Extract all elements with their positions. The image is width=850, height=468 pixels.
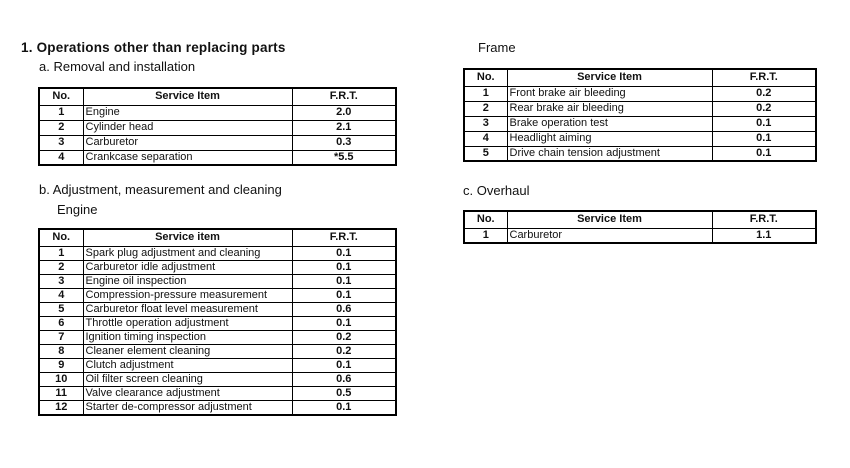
table-row: [39, 330, 396, 344]
frt-value: 0.1: [292, 246, 396, 260]
table-row: [39, 302, 396, 316]
column-header-frt: F.R.T.: [712, 69, 816, 86]
service-item: Front brake air bleeding: [507, 86, 712, 101]
service-item: Cylinder head: [83, 120, 292, 135]
table-row: [464, 101, 816, 116]
table-header-row: [464, 69, 816, 86]
table-row: [39, 372, 396, 386]
service-item: Throttle operation adjustment: [83, 316, 292, 330]
service-item: Oil filter screen cleaning: [83, 372, 292, 386]
table-row: [39, 344, 396, 358]
table-row: [39, 120, 396, 135]
frt-value: 0.1: [292, 260, 396, 274]
service-item: Engine oil inspection: [83, 274, 292, 288]
column-header-no: No.: [464, 69, 507, 86]
column-header-item: Service Item: [83, 88, 292, 105]
row-number: 1: [39, 105, 83, 120]
row-number: 11: [39, 386, 83, 400]
table-row: [464, 146, 816, 161]
engine-group-label: Engine: [57, 202, 98, 217]
row-number: 1: [464, 86, 507, 101]
column-header-no: No.: [39, 229, 83, 246]
column-header-item: Service Item: [507, 211, 712, 228]
service-item: Drive chain tension adjustment: [507, 146, 712, 161]
table-row: [464, 86, 816, 101]
service-item: Brake operation test: [507, 116, 712, 131]
table-row: [464, 116, 816, 131]
frt-value: 1.1: [712, 228, 816, 243]
frt-value: 0.1: [712, 146, 816, 161]
table-row: [39, 386, 396, 400]
table-row: [39, 260, 396, 274]
frt-value: 0.2: [292, 344, 396, 358]
row-number: 4: [464, 131, 507, 146]
frt-value: 0.3: [292, 135, 396, 150]
service-item: Clutch adjustment: [83, 358, 292, 372]
row-number: 3: [464, 116, 507, 131]
service-item: Rear brake air bleeding: [507, 101, 712, 116]
table-row: [39, 400, 396, 415]
service-item: Cleaner element cleaning: [83, 344, 292, 358]
frt-value: 0.1: [712, 131, 816, 146]
row-number: 2: [39, 260, 83, 274]
column-header-no: No.: [464, 211, 507, 228]
frt-value: 0.5: [292, 386, 396, 400]
row-number: 9: [39, 358, 83, 372]
engine-adjustment-table: [38, 228, 397, 416]
table-row: [39, 358, 396, 372]
row-number: 4: [39, 288, 83, 302]
frt-value: 0.2: [712, 101, 816, 116]
table-row: [464, 131, 816, 146]
removal-installation-table: [38, 87, 397, 166]
frt-value: 0.2: [712, 86, 816, 101]
service-item: Compression-pressure measurement: [83, 288, 292, 302]
row-number: 8: [39, 344, 83, 358]
row-number: 5: [39, 302, 83, 316]
row-number: 3: [39, 274, 83, 288]
table-header-row: [39, 229, 396, 246]
subsection-b-title: b. Adjustment, measurement and cleaning: [39, 182, 282, 197]
table-row: [39, 150, 396, 165]
table-row: [39, 316, 396, 330]
frt-value: 0.6: [292, 372, 396, 386]
table-row: [464, 228, 816, 243]
service-item: Valve clearance adjustment: [83, 386, 292, 400]
service-item: Carburetor: [507, 228, 712, 243]
column-header-frt: F.R.T.: [292, 229, 396, 246]
service-item: Engine: [83, 105, 292, 120]
frame-group-label: Frame: [478, 40, 516, 55]
row-number: 6: [39, 316, 83, 330]
service-item: Crankcase separation: [83, 150, 292, 165]
section-1-title: 1. Operations other than replacing parts: [21, 40, 286, 55]
frt-value: 0.1: [292, 274, 396, 288]
frt-value: 0.1: [292, 316, 396, 330]
row-number: 7: [39, 330, 83, 344]
table-header-row: [464, 211, 816, 228]
frame-table: [463, 68, 817, 162]
row-number: 1: [39, 246, 83, 260]
table-row: [39, 246, 396, 260]
service-item: Ignition timing inspection: [83, 330, 292, 344]
row-number: 4: [39, 150, 83, 165]
frt-value: 0.1: [292, 288, 396, 302]
table-row: [39, 135, 396, 150]
service-item: Headlight aiming: [507, 131, 712, 146]
row-number: 5: [464, 146, 507, 161]
overhaul-table: [463, 210, 817, 244]
table-row: [39, 288, 396, 302]
subsection-c-title: c. Overhaul: [463, 183, 530, 198]
frt-value: 0.1: [292, 400, 396, 415]
row-number: 3: [39, 135, 83, 150]
row-number: 2: [39, 120, 83, 135]
row-number: 12: [39, 400, 83, 415]
column-header-frt: F.R.T.: [712, 211, 816, 228]
frt-value: 0.1: [712, 116, 816, 131]
service-item: Carburetor idle adjustment: [83, 260, 292, 274]
row-number: 10: [39, 372, 83, 386]
frt-value: 0.6: [292, 302, 396, 316]
row-number: 2: [464, 101, 507, 116]
subsection-a-title: a. Removal and installation: [39, 59, 196, 74]
table-header-row: [39, 88, 396, 105]
table-row: [39, 274, 396, 288]
service-item: Carburetor: [83, 135, 292, 150]
column-header-item: Service Item: [507, 69, 712, 86]
column-header-no: No.: [39, 88, 83, 105]
frt-value: 0.2: [292, 330, 396, 344]
frt-value: *5.5: [292, 150, 396, 165]
row-number: 1: [464, 228, 507, 243]
frt-value: 2.1: [292, 120, 396, 135]
frt-value: 0.1: [292, 358, 396, 372]
frt-value: 2.0: [292, 105, 396, 120]
column-header-frt: F.R.T.: [292, 88, 396, 105]
service-item: Spark plug adjustment and cleaning: [83, 246, 292, 260]
service-item: Carburetor float level measurement: [83, 302, 292, 316]
column-header-item: Service item: [83, 229, 292, 246]
service-item: Starter de-compressor adjustment: [83, 400, 292, 415]
table-row: [39, 105, 396, 120]
